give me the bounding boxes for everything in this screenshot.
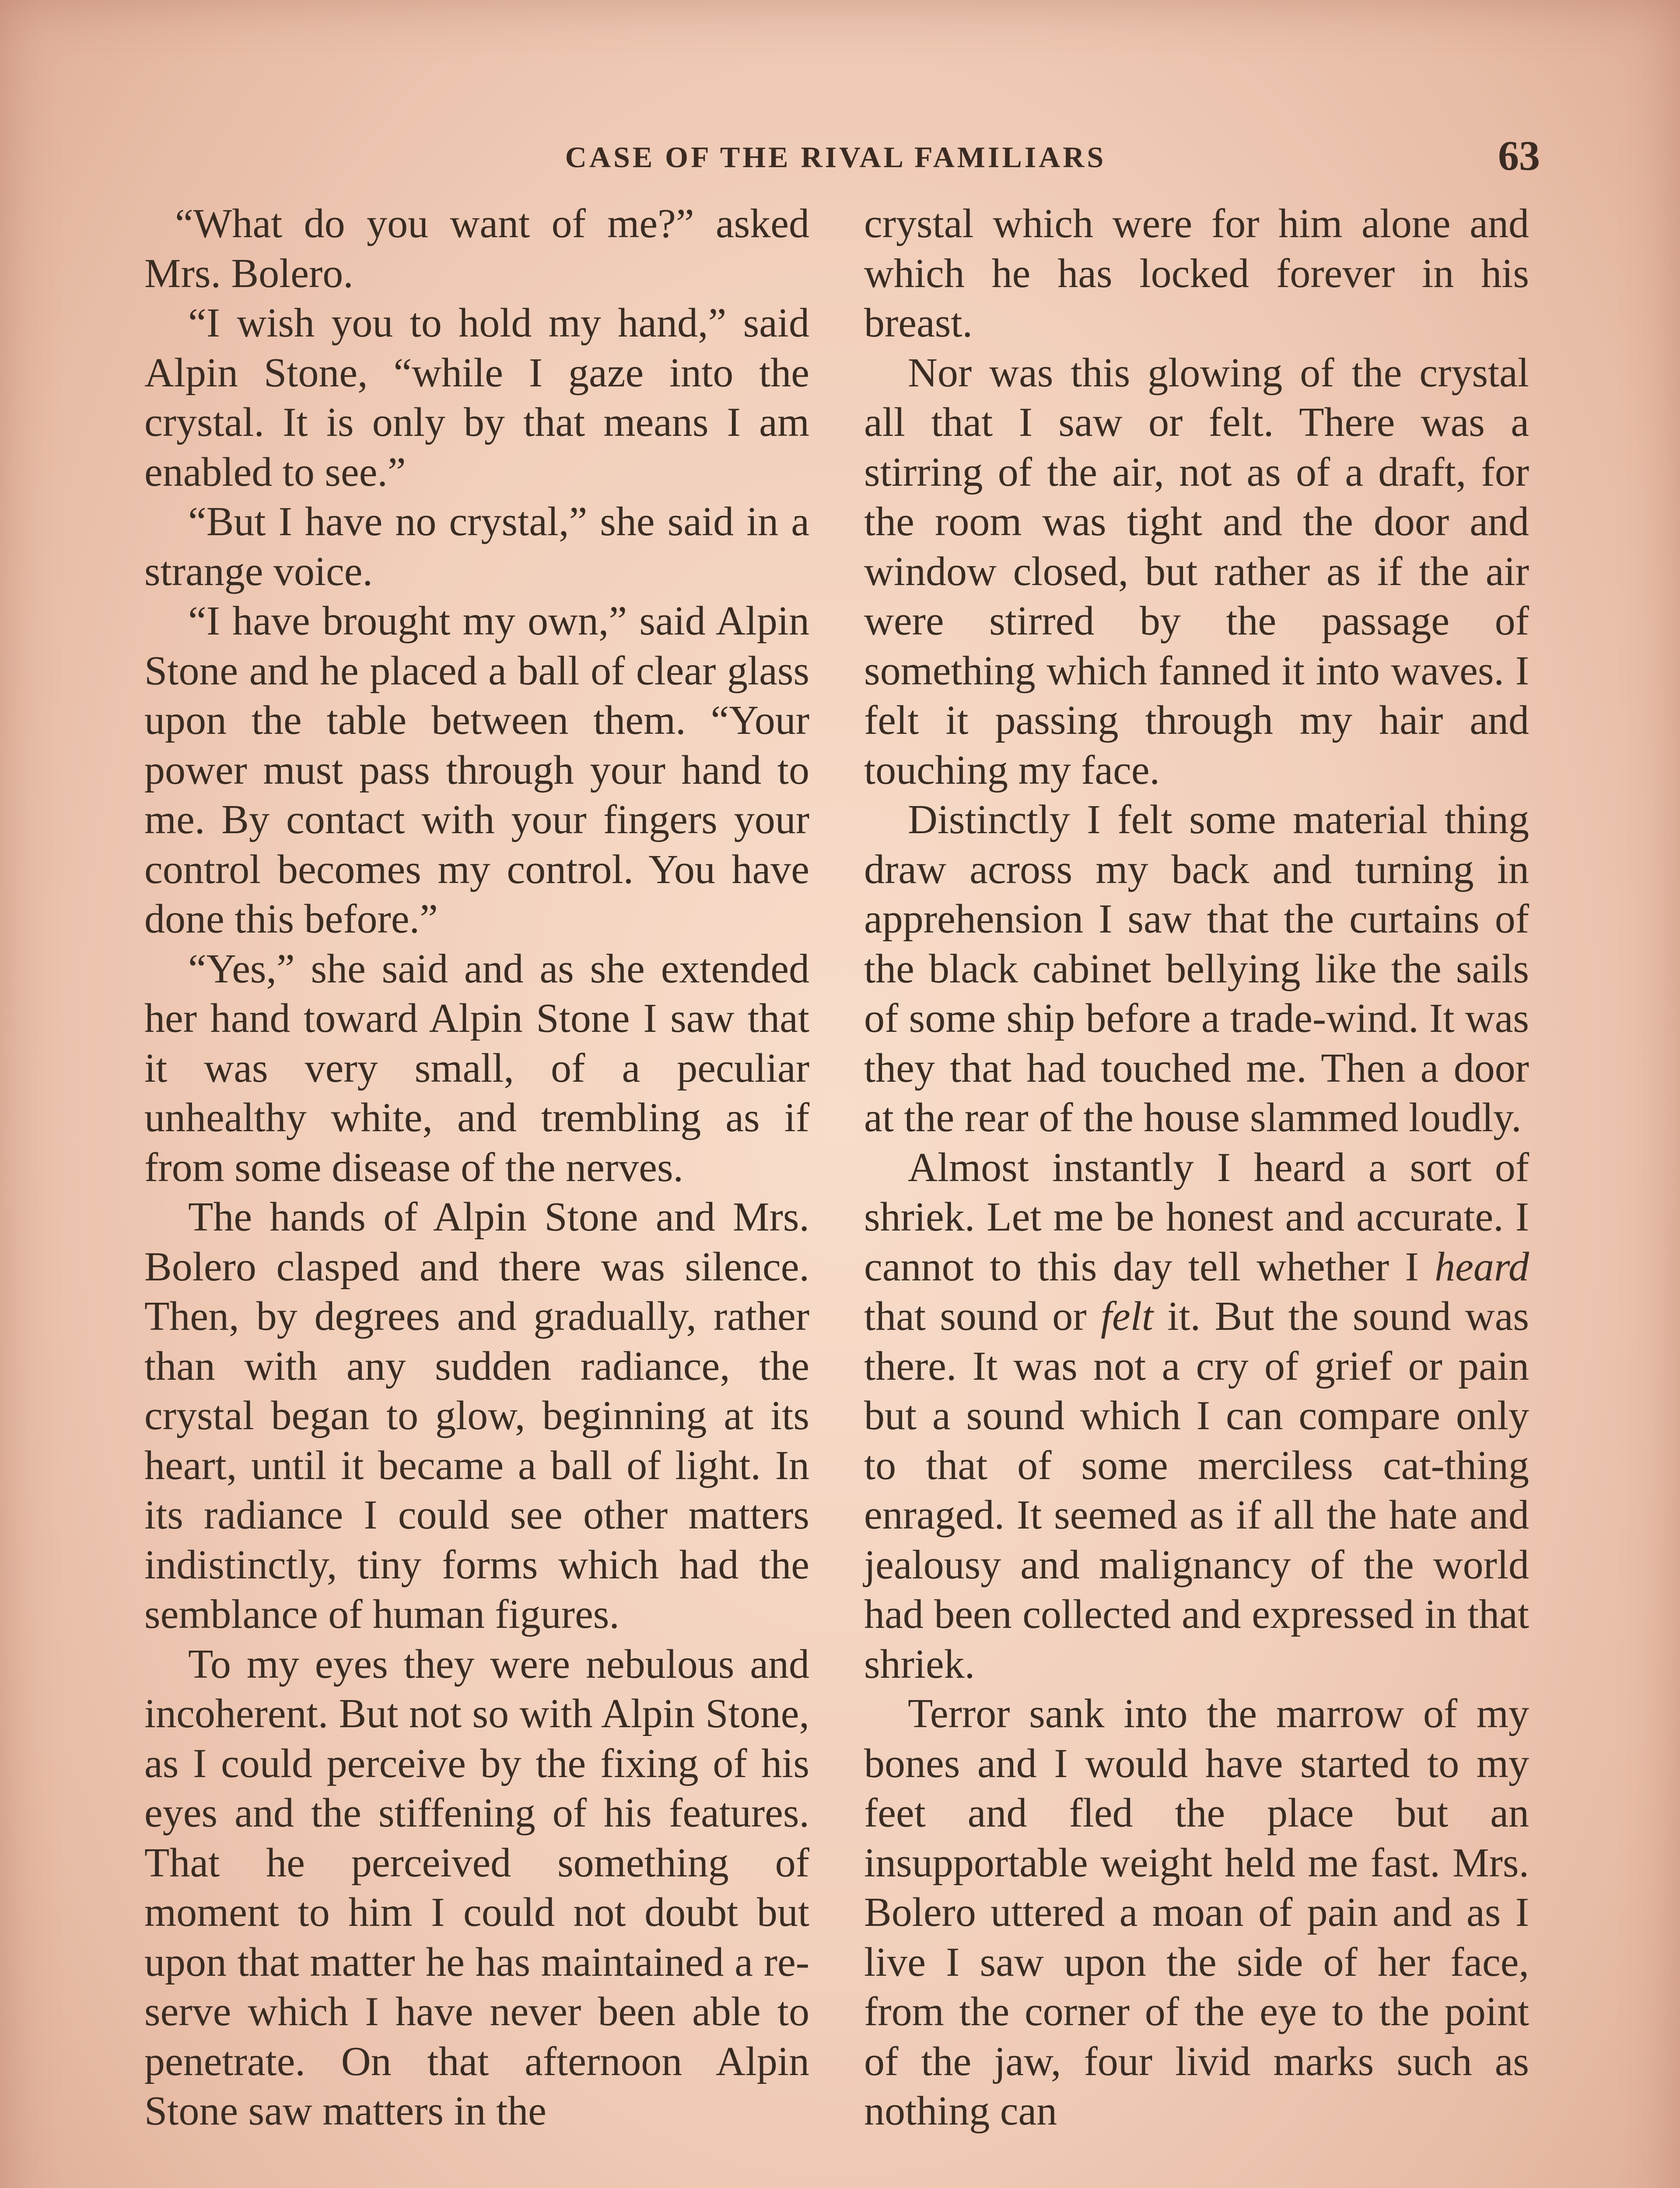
paragraph: Distinctly I felt some material thing draw across my back and turning in apprehension I saw that the curtains of the black cabinet bellying like the sails of some ship before a trade-wind. It was they that had touched me. Then a door at the rear of the house slammed loudly. xyxy=(864,797,1529,1140)
right-column xyxy=(864,199,1529,2136)
paragraph xyxy=(864,1143,1529,1690)
paragraph-text: that sound or xyxy=(864,1294,1101,1339)
paragraph: “I wish you to hold my hand,” said Alpin Stone, “while I gaze into the crystal. It is only by that means I am enabled to see.” xyxy=(144,300,809,495)
paragraph: “What do you want of me?” asked Mrs. Bolero. xyxy=(144,201,809,296)
running-head: CASE OF THE RIVAL FAMILIARS xyxy=(565,140,1106,174)
paragraph: crystal which were for him alone and which he has locked forever in his breast. xyxy=(864,201,1529,346)
paragraph: “But I have no crystal,” she said in a strange voice. xyxy=(144,499,809,594)
paragraph: To my eyes they were nebulous and incoherent. But not so with Alpin Stone, as I could perceive by the fixing of his eyes and the stiffening of his features. That he perceived something of moment to him I could not doubt but upon that matter he has maintained a reserve which I have never been able to penetrate. On that afternoon Alpin Stone saw matters in the xyxy=(144,1641,809,2134)
paragraph-text: Almost instantly I heard a sort of shriek. Let me be honest and accurate. I cannot to this day tell whether I xyxy=(864,1144,1529,1290)
page-number: 63 xyxy=(1498,132,1540,179)
italic-word-heard: heard xyxy=(1435,1244,1529,1290)
paragraph: The hands of Alpin Stone and Mrs. Bolero clasped and there was silence. Then, by degrees and gradually, rather than with any sudden radiance, the crystal began to glow, beginning at its heart, until it became a ball of light. In its radiance I could see other matters indistinctly, tiny forms which had the semblance of human figures. xyxy=(144,1194,809,1637)
italic-word-felt: felt xyxy=(1100,1294,1154,1339)
paragraph: Terror sank into the marrow of my bones and I would have started to my feet and fled the place but an insupportable weight held me fast. Mrs. Bolero uttered a moan of pain and as I live I saw upon the side of her face, from the corner of the eye to the point of the jaw, four livid marks such as nothing can xyxy=(864,1691,1529,2134)
paragraph-text: it. But the sound was there. It was not a cry of grief or pain but a sound which I can compare only to that of some merciless cat-thing enraged. It seemed as if all the hate and jealousy and malignancy of the world had been collected and expressed in that shriek. xyxy=(864,1294,1529,1687)
left-column xyxy=(144,199,809,2136)
paragraph: “I have brought my own,” said Alpin Stone and he placed a ball of clear glass upon the table between them. “Your power must pass through your hand to me. By contact with your fingers your control becomes my control. You have done this before.” xyxy=(144,598,809,942)
paragraph: Nor was this glowing of the crystal all that I saw or felt. There was a stirring of the air, not as of a draft, for the room was tight and the door and window closed, but rather as if the air were stirred by the passage of something which fanned it into waves. I felt it passing through my hair and touching my face. xyxy=(864,350,1529,793)
paragraph: “Yes,” she said and as she extended her hand toward Alpin Stone I saw that it was very small, of a peculiar unhealthy white, and trembling as if from some disease of the nerves. xyxy=(144,946,809,1190)
